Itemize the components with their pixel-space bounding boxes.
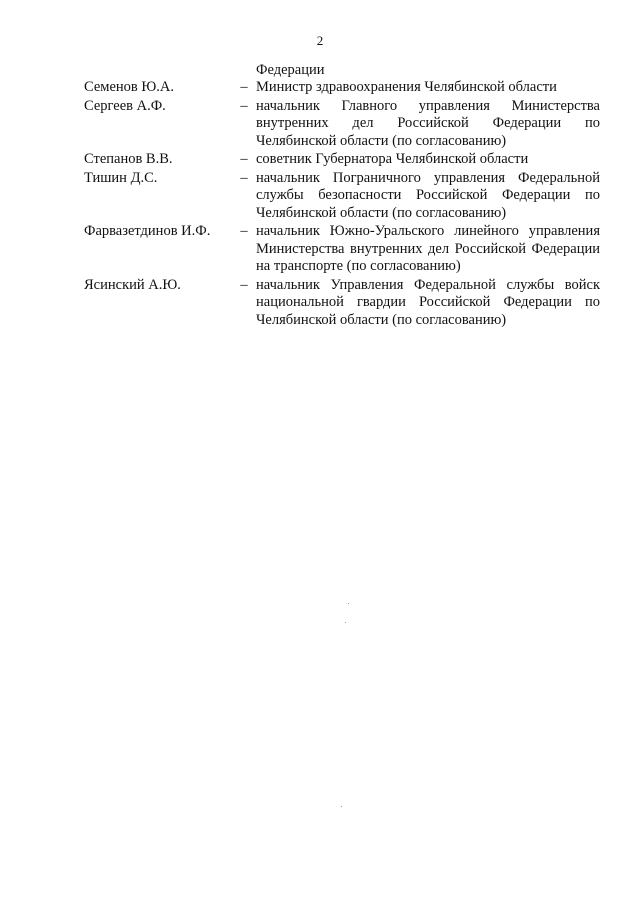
scan-speck: [341, 806, 342, 807]
member-name: Семенов Ю.А.: [84, 79, 175, 95]
member-dash: –: [240, 79, 248, 95]
member-name: Сергеев А.Ф.: [84, 97, 166, 114]
continuation-text: Федерации: [256, 62, 325, 78]
member-row: [84, 223, 600, 276]
member-row: [84, 170, 600, 223]
scan-speck: [345, 622, 346, 623]
member-row: [84, 79, 600, 97]
member-dash: –: [240, 97, 248, 114]
page-number: 2: [316, 33, 324, 48]
member-dash: –: [240, 276, 248, 293]
member-dash: –: [240, 151, 248, 167]
scan-speck: [348, 603, 349, 604]
member-position: начальник Главного управления Министерства внутренних дел Российской Федерации по Челябинской области (по согласованию): [256, 97, 600, 149]
member-name: Степанов В.В.: [84, 151, 173, 167]
member-row: [84, 98, 600, 151]
member-name: Ясинский А.Ю.: [84, 276, 181, 293]
member-row: [84, 151, 600, 169]
member-list: [84, 79, 600, 330]
member-position: начальник Управления Федеральной службы войск национальной гвардии Российской Федерации по Челябинской области (по согласованию): [256, 276, 600, 328]
member-position: начальник Пограничного управления Федеральной службы безопасности Российской Федерации по Челябинской области (по согласованию): [256, 169, 600, 221]
member-name: Фарвазетдинов И.Ф.: [84, 223, 211, 239]
member-position: советник Губернатора Челябинской области: [256, 151, 529, 167]
member-row: [84, 277, 600, 330]
member-position: начальник Южно-Уральского линейного управления Министерства внутренних дел Российской Федерации на транспорте (по согласованию): [256, 223, 600, 274]
member-dash: –: [240, 169, 248, 186]
member-position: Министр здравоохранения Челябинской области: [256, 79, 557, 95]
member-dash: –: [240, 223, 248, 239]
member-name: Тишин Д.С.: [84, 169, 158, 186]
